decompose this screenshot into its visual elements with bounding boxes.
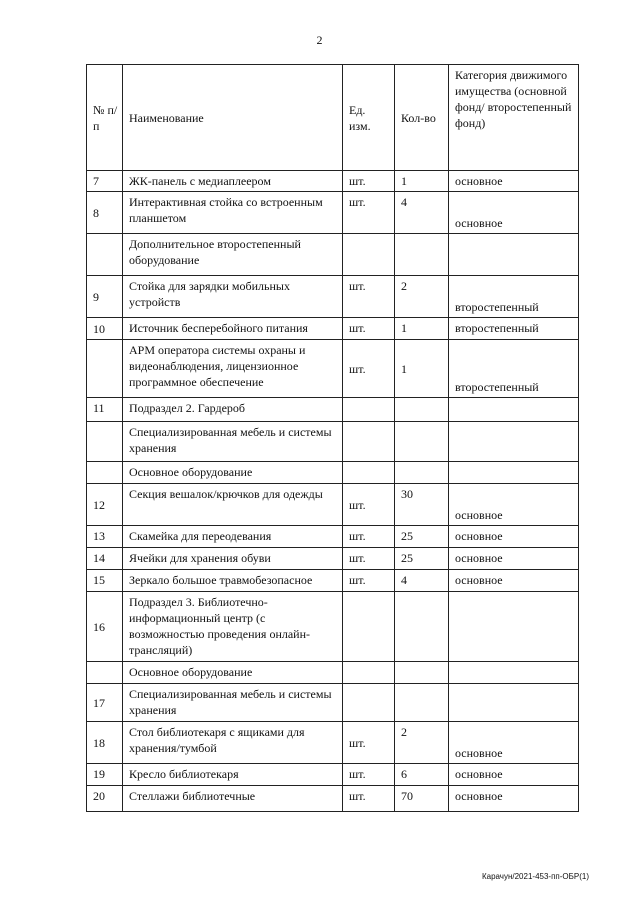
cell-unit: шт. [343, 340, 395, 398]
cell-num: 7 [87, 171, 123, 192]
table-row [87, 526, 579, 548]
cell-unit: шт. [343, 548, 395, 570]
page-number: 2 [316, 33, 323, 47]
cell-category: основное [449, 192, 579, 234]
cell-category: основное [449, 171, 579, 192]
cell-name: Стойка для зарядки мобильных устройств [123, 276, 343, 318]
cell-name: Дополнительное второстепенный оборудование [123, 234, 343, 276]
cell-num [87, 340, 123, 398]
cell-qty [395, 684, 449, 722]
equipment-table [86, 64, 579, 812]
cell-unit [343, 662, 395, 684]
cell-unit: шт. [343, 786, 395, 812]
cell-num: 19 [87, 764, 123, 786]
cell-name: Секция вешалок/крючков для одежды [123, 484, 343, 526]
table-row [87, 592, 579, 662]
cell-name: Источник бесперебойного питания [123, 318, 343, 340]
cell-category: основное [449, 722, 579, 764]
cell-num [87, 422, 123, 462]
table-row [87, 340, 579, 398]
cell-qty: 4 [395, 192, 449, 234]
cell-unit [343, 422, 395, 462]
cell-unit: шт. [343, 570, 395, 592]
cell-unit [343, 462, 395, 484]
cell-category [449, 422, 579, 462]
cell-num: 9 [87, 276, 123, 318]
table-header-row [87, 65, 579, 171]
cell-num: 13 [87, 526, 123, 548]
cell-qty [395, 592, 449, 662]
cell-qty: 30 [395, 484, 449, 526]
cell-qty [395, 462, 449, 484]
cell-num [87, 662, 123, 684]
cell-qty [395, 234, 449, 276]
cell-name: Стол библиотекаря с ящиками для хранения/тумбой [123, 722, 343, 764]
cell-category [449, 462, 579, 484]
cell-category: второстепенный [449, 340, 579, 398]
header-category: Категория движимого имущества (основной фонд/ второстепенный фонд) [449, 65, 579, 171]
cell-name: Специализированная мебель и системы хранения [123, 422, 343, 462]
cell-num: 20 [87, 786, 123, 812]
cell-qty [395, 662, 449, 684]
table-row [87, 462, 579, 484]
table-row [87, 276, 579, 318]
cell-qty: 2 [395, 722, 449, 764]
header-num: № п/п [87, 65, 123, 171]
cell-name: Зеркало большое травмобезопасное [123, 570, 343, 592]
cell-qty: 1 [395, 340, 449, 398]
cell-category [449, 398, 579, 422]
cell-num: 8 [87, 192, 123, 234]
cell-qty: 6 [395, 764, 449, 786]
cell-category: основное [449, 484, 579, 526]
table-row [87, 192, 579, 234]
cell-category: второстепенный [449, 318, 579, 340]
cell-qty: 25 [395, 526, 449, 548]
table-row [87, 786, 579, 812]
cell-qty [395, 422, 449, 462]
cell-unit [343, 684, 395, 722]
cell-unit [343, 398, 395, 422]
cell-qty: 2 [395, 276, 449, 318]
cell-unit: шт. [343, 171, 395, 192]
header-unit: Ед. изм. [343, 65, 395, 171]
table-row [87, 422, 579, 462]
table-row [87, 484, 579, 526]
cell-qty: 4 [395, 570, 449, 592]
cell-category: второстепенный [449, 276, 579, 318]
table-row [87, 684, 579, 722]
cell-unit: шт. [343, 526, 395, 548]
cell-category [449, 234, 579, 276]
table-row [87, 662, 579, 684]
cell-name: Стеллажи библиотечные [123, 786, 343, 812]
cell-unit: шт. [343, 192, 395, 234]
cell-num: 15 [87, 570, 123, 592]
cell-unit: шт. [343, 276, 395, 318]
cell-name: Основное оборудование [123, 462, 343, 484]
cell-num: 11 [87, 398, 123, 422]
cell-category [449, 592, 579, 662]
cell-name: Специализированная мебель и системы хранения [123, 684, 343, 722]
cell-category: основное [449, 526, 579, 548]
table-row [87, 234, 579, 276]
cell-qty: 1 [395, 318, 449, 340]
cell-unit [343, 592, 395, 662]
cell-category: основное [449, 786, 579, 812]
cell-num: 18 [87, 722, 123, 764]
cell-name: АРМ оператора системы охраны и видеонаблюдения, лицензионное программное обеспечение [123, 340, 343, 398]
table-row [87, 764, 579, 786]
cell-category: основное [449, 764, 579, 786]
cell-qty: 70 [395, 786, 449, 812]
table-row [87, 570, 579, 592]
document-code: Карачун/2021-453-пп-ОБР(1) [481, 872, 589, 881]
header-qty: Кол-во [395, 65, 449, 171]
table-row [87, 318, 579, 340]
header-name: Наименование [123, 65, 343, 171]
table-row [87, 722, 579, 764]
cell-num: 10 [87, 318, 123, 340]
cell-category: основное [449, 570, 579, 592]
cell-num: 14 [87, 548, 123, 570]
cell-name: Подраздел 2. Гардероб [123, 398, 343, 422]
cell-num [87, 234, 123, 276]
cell-num: 17 [87, 684, 123, 722]
cell-name: Ячейки для хранения обуви [123, 548, 343, 570]
cell-name: Основное оборудование [123, 662, 343, 684]
cell-qty: 1 [395, 171, 449, 192]
cell-name: Скамейка для переодевания [123, 526, 343, 548]
cell-unit: шт. [343, 318, 395, 340]
cell-unit [343, 234, 395, 276]
cell-num [87, 462, 123, 484]
cell-qty [395, 398, 449, 422]
cell-category [449, 684, 579, 722]
cell-unit: шт. [343, 764, 395, 786]
cell-unit: шт. [343, 484, 395, 526]
cell-num: 16 [87, 592, 123, 662]
cell-name: Интерактивная стойка со встроенным планшетом [123, 192, 343, 234]
cell-qty: 25 [395, 548, 449, 570]
table-row [87, 171, 579, 192]
table-row [87, 548, 579, 570]
cell-category [449, 662, 579, 684]
cell-name: Кресло библиотекаря [123, 764, 343, 786]
cell-num: 12 [87, 484, 123, 526]
cell-name: ЖК-панель с медиаплеером [123, 171, 343, 192]
cell-name: Подраздел 3. Библиотечно-информационный центр (с возможностью проведения онлайн-трансляций) [123, 592, 343, 662]
table-row [87, 398, 579, 422]
cell-unit: шт. [343, 722, 395, 764]
table-body [87, 171, 579, 812]
cell-category: основное [449, 548, 579, 570]
